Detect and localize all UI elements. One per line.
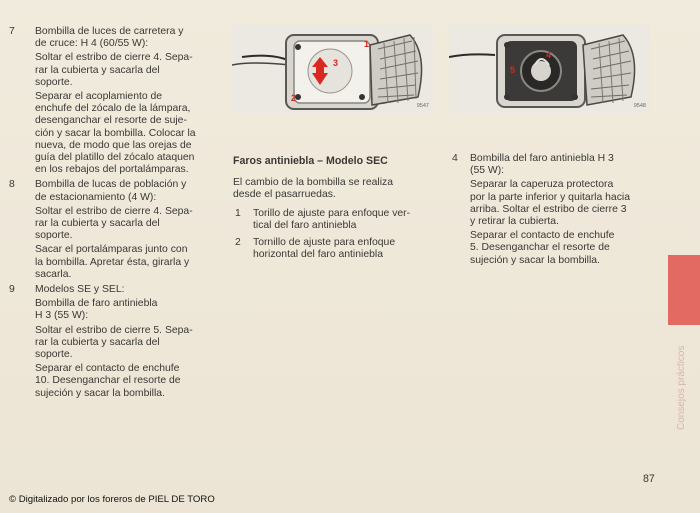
- instruction-item-4: [450, 153, 665, 267]
- paragraph: Separar el contacto de enchufe 5. Desenganchar el resorte de sujeción y sacar la bombilla.: [470, 230, 615, 266]
- headlight-illustration: [232, 25, 433, 114]
- paragraph: Soltar el estribo de cierre 4. Sepa- rar la cubierta y sacarla del soporte.: [35, 52, 193, 88]
- fog-light-photo-right: [449, 25, 650, 114]
- paragraph: Soltar el estribo de cierre 5. Sepa- rar la cubierta y sacarla del soporte.: [35, 324, 193, 361]
- fog-light-photo-left: [232, 25, 433, 114]
- paragraph: Separar el acoplamiento de enchufe del zócalo de la lámpara, desenganchar el resorte de suje- ción y sacar la bombilla. Colocar la nueva, de modo que las orejas de guía del platillo del zócalo ataquen en los rebajos del portalámparas.: [35, 91, 196, 176]
- side-section-label: Consejos prácticos: [676, 345, 687, 430]
- item-number: 1: [235, 207, 241, 219]
- instruction-item-7: [9, 26, 221, 176]
- item-title: Bombilla de luces de carretera y de cruce: H 4 (60/55 W):: [35, 26, 184, 50]
- legend-item-2: 2 Tornillo de ajuste para enfoque horizontal del faro antiniebla: [235, 237, 396, 261]
- right-column: [450, 153, 665, 269]
- callout-3: 3: [333, 58, 339, 68]
- bulb-illustration: [449, 25, 650, 114]
- item-number: 8: [9, 179, 15, 191]
- item-title: Bombilla de lucas de población y de estacionamiento (4 W):: [35, 179, 187, 203]
- paragraph: Soltar el estribo de cierre 4. Sepa- rar la cubierta y sacarla del soporte.: [35, 205, 193, 242]
- middle-column: [233, 155, 438, 261]
- instruction-item-9: [9, 284, 221, 400]
- intro-paragraph: El cambio de la bombilla se realiza desde el pasarruedas.: [233, 177, 393, 201]
- legend-item-1: 1 Torillo de ajuste para enfoque ver- tical del faro antiniebla: [235, 207, 411, 231]
- item-number: 2: [235, 237, 241, 249]
- section-heading: Faros antiniebla – Modelo SEC: [233, 155, 388, 167]
- footer-credit: © Digitalizado por los foreros de PIEL DE TORO: [9, 494, 215, 505]
- paragraph: Bombilla de faro antiniebla H 3 (55 W):: [35, 298, 158, 322]
- photo-id: 9547: [416, 102, 429, 109]
- callout-2: 2: [291, 93, 297, 103]
- paragraph: Separar el contacto de enchufe 10. Desenganchar el resorte de sujeción y sacar la bombilla.: [35, 363, 181, 399]
- photo-id: 9548: [633, 102, 646, 109]
- instruction-item-8: [9, 179, 221, 281]
- callout-5: 5: [510, 65, 516, 75]
- paragraph: Separar la caperuza protectora por la parte inferior y quitarla hacia arriba. Soltar el estribo de cierre 3 y retirar la cubierta.: [470, 179, 630, 228]
- item-number: 4: [452, 153, 458, 164]
- paragraph: Sacar el portalámparas junto con la bombilla. Apretar ésta, girarla y sacarla.: [35, 244, 190, 280]
- item-number: 7: [9, 26, 15, 37]
- page-number: 87: [643, 473, 655, 485]
- item-number: 9: [9, 284, 15, 296]
- item-title: Modelos SE y SEL:: [35, 284, 125, 296]
- callout-4: 4: [546, 50, 552, 60]
- left-column: [9, 26, 221, 402]
- callout-1: 1: [364, 39, 370, 49]
- item-title: Bombilla del faro antiniebla H 3 (55 W):: [470, 153, 614, 177]
